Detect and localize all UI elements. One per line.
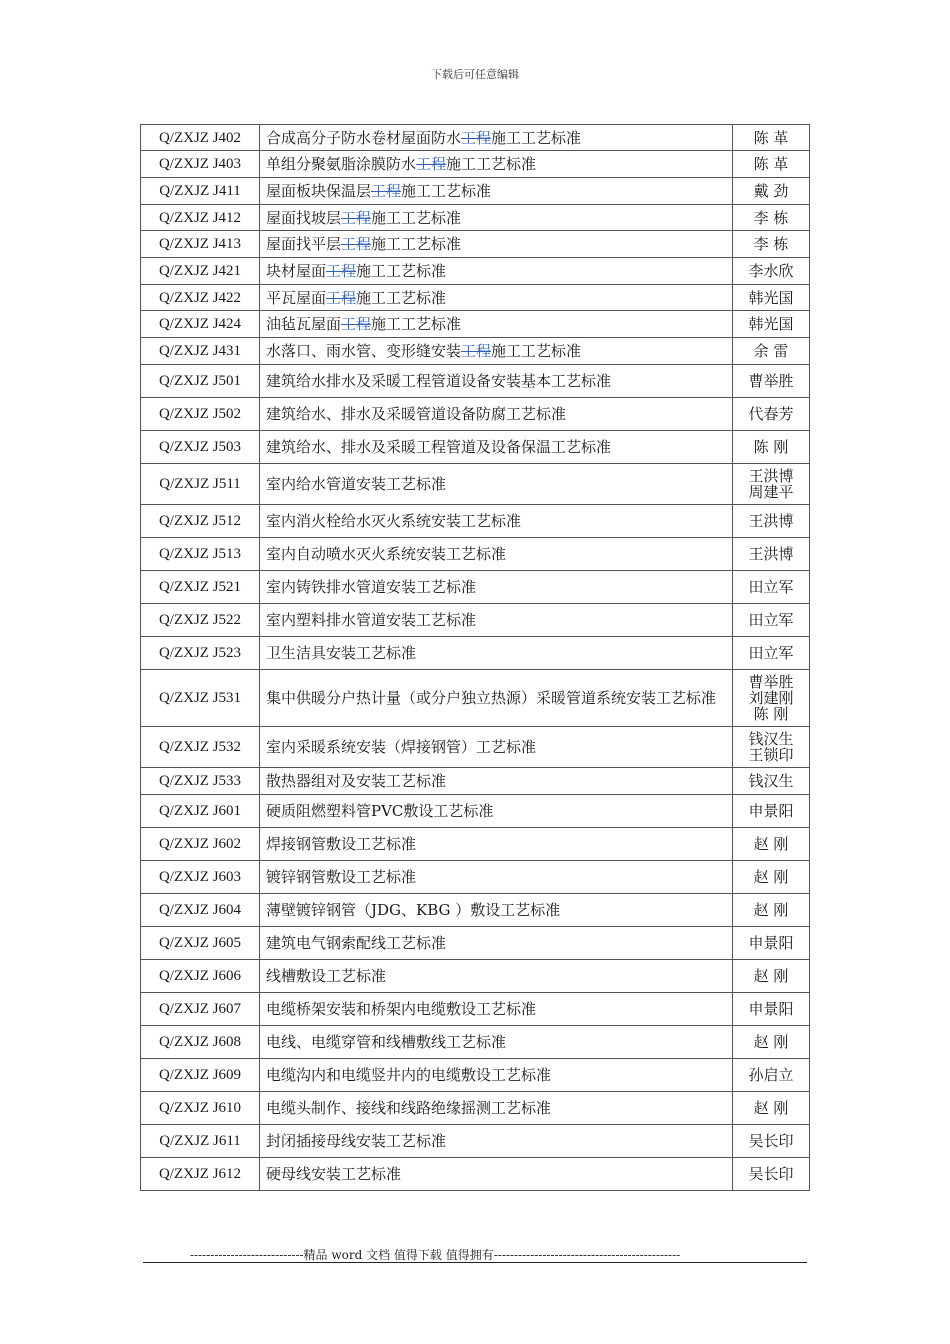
standard-title <box>260 1092 733 1125</box>
table-row <box>141 431 810 464</box>
standard-code: Q/ZXJZ J503 <box>141 431 260 464</box>
author-name: 田立军 <box>748 611 794 629</box>
title-text: 屋面找坡层 <box>266 208 342 227</box>
author-name: 王洪博 <box>748 545 794 563</box>
standard-author <box>733 1092 810 1125</box>
author-name: 陈 革 <box>753 155 789 173</box>
page-header: 下载后可任意编辑 <box>431 68 519 81</box>
standard-title <box>260 398 733 431</box>
standard-title <box>260 894 733 927</box>
author-name: 赵 刚 <box>753 1099 789 1117</box>
title-text: 硬质阻燃塑料管PVC敷设工艺标准 <box>266 802 494 820</box>
title-text-suffix: 施工工艺标准 <box>491 128 582 147</box>
table-row <box>141 205 810 231</box>
standard-title <box>260 571 733 604</box>
standard-code: Q/ZXJZ J611 <box>141 1125 260 1158</box>
title-text: 建筑给水、排水及采暖管道设备防腐工艺标准 <box>266 405 567 423</box>
table-row <box>141 1125 810 1158</box>
standard-author <box>733 727 810 768</box>
title-text: 平瓦屋面 <box>266 288 327 307</box>
standard-code: Q/ZXJZ J522 <box>141 604 260 637</box>
author-name: 戴 劲 <box>753 182 789 200</box>
deleted-text-mark: 工程 <box>341 315 372 333</box>
table-row <box>141 927 810 960</box>
standard-author <box>733 571 810 604</box>
standard-author <box>733 604 810 637</box>
author-name: 陈 刚 <box>753 705 789 723</box>
standard-author <box>733 538 810 571</box>
table-row <box>141 571 810 604</box>
standard-title <box>260 285 733 311</box>
standard-author <box>733 231 810 258</box>
standard-title <box>260 258 733 285</box>
standard-author <box>733 993 810 1026</box>
standard-code: Q/ZXJZ J424 <box>141 311 260 338</box>
title-text: 合成高分子防水卷材屋面防水 <box>266 128 462 147</box>
standard-code: Q/ZXJZ J605 <box>141 927 260 960</box>
author-name: 王锁印 <box>748 746 794 764</box>
standard-author <box>733 795 810 828</box>
standard-author <box>733 1059 810 1092</box>
standard-title <box>260 637 733 670</box>
title-text: 室内消火栓给水灭火系统安装工艺标准 <box>266 512 522 530</box>
title-text: 镀锌钢管敷设工艺标准 <box>266 868 417 886</box>
standard-title <box>260 795 733 828</box>
table-row <box>141 1158 810 1191</box>
title-text: 硬母线安装工艺标准 <box>266 1165 402 1183</box>
author-name: 周建平 <box>748 483 794 501</box>
author-name: 田立军 <box>748 578 794 596</box>
standard-code: Q/ZXJZ J612 <box>141 1158 260 1191</box>
table-row <box>141 338 810 365</box>
standard-code: Q/ZXJZ J602 <box>141 828 260 861</box>
author-name: 李 栋 <box>753 235 789 253</box>
deleted-text-mark: 工程 <box>461 342 492 360</box>
standard-title <box>260 861 733 894</box>
author-name: 申景阳 <box>748 934 794 952</box>
title-text: 焊接钢管敷设工艺标准 <box>266 835 417 853</box>
title-text: 散热器组对及安装工艺标准 <box>266 772 447 790</box>
title-text: 油毡瓦屋面 <box>266 315 342 333</box>
table-row <box>141 311 810 338</box>
title-text-suffix: 施工工艺标准 <box>371 208 462 227</box>
standard-title <box>260 365 733 398</box>
table-row <box>141 670 810 727</box>
standard-title <box>260 338 733 365</box>
table-row <box>141 505 810 538</box>
author-name: 王洪博 <box>748 467 794 485</box>
standard-code: Q/ZXJZ J609 <box>141 1059 260 1092</box>
standard-author <box>733 505 810 538</box>
title-text: 电线、电缆穿管和线槽敷线工艺标准 <box>266 1033 507 1051</box>
standard-code: Q/ZXJZ J501 <box>141 365 260 398</box>
author-name: 曹举胜 <box>748 372 794 390</box>
table-row <box>141 178 810 205</box>
table-row <box>141 365 810 398</box>
author-name: 赵 刚 <box>753 1033 789 1051</box>
author-name: 王洪博 <box>748 512 794 530</box>
title-text: 室内给水管道安装工艺标准 <box>266 475 447 493</box>
table-row <box>141 795 810 828</box>
standard-author <box>733 670 810 727</box>
standard-code: Q/ZXJZ J403 <box>141 151 260 178</box>
deleted-text-mark: 工程 <box>326 288 357 307</box>
author-name: 吴长印 <box>748 1165 794 1183</box>
author-name: 曹举胜 <box>748 673 794 691</box>
standard-title <box>260 828 733 861</box>
author-name: 申景阳 <box>748 1000 794 1018</box>
standard-title <box>260 431 733 464</box>
author-name: 李水欣 <box>748 262 794 280</box>
standard-code: Q/ZXJZ J412 <box>141 205 260 231</box>
standard-author <box>733 338 810 365</box>
standard-author <box>733 365 810 398</box>
title-text: 屋面板块保温层 <box>266 182 372 200</box>
standard-title <box>260 768 733 795</box>
table-row <box>141 1092 810 1125</box>
author-name: 刘建刚 <box>748 689 794 707</box>
standard-code: Q/ZXJZ J511 <box>141 464 260 505</box>
title-text: 封闭插接母线安装工艺标准 <box>266 1132 447 1150</box>
author-name: 孙启立 <box>748 1066 794 1084</box>
standard-author <box>733 1026 810 1059</box>
standard-author <box>733 125 810 151</box>
standard-code: Q/ZXJZ J431 <box>141 338 260 365</box>
standard-title <box>260 538 733 571</box>
standard-title <box>260 505 733 538</box>
standard-code: Q/ZXJZ J604 <box>141 894 260 927</box>
author-name: 陈 革 <box>753 128 789 147</box>
standard-code: Q/ZXJZ J502 <box>141 398 260 431</box>
standard-author <box>733 637 810 670</box>
title-text: 室内塑料排水管道安装工艺标准 <box>266 611 477 629</box>
standard-author <box>733 828 810 861</box>
standard-code: Q/ZXJZ J606 <box>141 960 260 993</box>
table-row <box>141 258 810 285</box>
standard-title <box>260 205 733 231</box>
deleted-text-mark: 工程 <box>461 128 492 147</box>
standard-title <box>260 670 733 727</box>
table-row <box>141 285 810 311</box>
standard-author <box>733 960 810 993</box>
title-text: 电缆沟内和电缆竖井内的电缆敷设工艺标准 <box>266 1066 552 1084</box>
standard-title <box>260 993 733 1026</box>
standard-title <box>260 1026 733 1059</box>
standard-title <box>260 1158 733 1191</box>
author-name: 余 雷 <box>753 342 789 360</box>
title-text: 室内自动喷水灭火系统安装工艺标准 <box>266 545 507 563</box>
standard-code: Q/ZXJZ J413 <box>141 231 260 258</box>
table-row <box>141 993 810 1026</box>
title-text: 线槽敷设工艺标准 <box>266 967 387 985</box>
table-row <box>141 151 810 178</box>
standard-code: Q/ZXJZ J513 <box>141 538 260 571</box>
standard-author <box>733 861 810 894</box>
title-text: 块材屋面 <box>266 262 327 280</box>
standard-title <box>260 151 733 178</box>
standard-code: Q/ZXJZ J521 <box>141 571 260 604</box>
title-text: 薄壁镀锌钢管（JDG、KBG ）敷设工艺标准 <box>266 901 561 919</box>
title-text: 屋面找平层 <box>266 235 342 253</box>
title-text-suffix: 施工工艺标准 <box>401 182 492 200</box>
author-name: 吴长印 <box>748 1132 794 1150</box>
title-text: 电缆头制作、接线和线路绝缘摇测工艺标准 <box>266 1099 552 1117</box>
title-text: 建筑给水、排水及采暖工程管道及设备保温工艺标准 <box>266 438 612 456</box>
title-text-suffix: 施工工艺标准 <box>491 342 582 360</box>
title-text-suffix: 施工工艺标准 <box>371 315 462 333</box>
standard-title <box>260 311 733 338</box>
standard-author <box>733 1158 810 1191</box>
deleted-text-mark: 工程 <box>326 262 357 280</box>
title-text: 水落口、雨水管、变形缝安装 <box>266 342 462 360</box>
author-name: 代春芳 <box>748 405 794 423</box>
standard-title <box>260 927 733 960</box>
standard-author <box>733 205 810 231</box>
author-name: 李 栋 <box>753 208 789 227</box>
standard-code: Q/ZXJZ J402 <box>141 125 260 151</box>
deleted-text-mark: 工程 <box>371 182 402 200</box>
author-name: 赵 刚 <box>753 967 789 985</box>
author-name: 陈 刚 <box>753 438 789 456</box>
standard-author <box>733 464 810 505</box>
standard-author <box>733 894 810 927</box>
table-row <box>141 231 810 258</box>
title-text: 电缆桥架安装和桥架内电缆敷设工艺标准 <box>266 1000 537 1018</box>
title-text: 建筑电气钢索配线工艺标准 <box>266 934 447 952</box>
standard-code: Q/ZXJZ J608 <box>141 1026 260 1059</box>
standard-code: Q/ZXJZ J607 <box>141 993 260 1026</box>
standard-code: Q/ZXJZ J601 <box>141 795 260 828</box>
standard-author <box>733 285 810 311</box>
table-row <box>141 894 810 927</box>
standard-code: Q/ZXJZ J523 <box>141 637 260 670</box>
table-row <box>141 768 810 795</box>
author-name: 韩光国 <box>748 288 794 307</box>
author-name: 申景阳 <box>748 802 794 820</box>
title-text: 室内铸铁排水管道安装工艺标准 <box>266 578 477 596</box>
author-name: 赵 刚 <box>753 835 789 853</box>
standard-author <box>733 311 810 338</box>
deleted-text-mark: 工程 <box>341 208 372 227</box>
standard-title <box>260 231 733 258</box>
author-name: 钱汉生 <box>748 730 794 748</box>
standard-code: Q/ZXJZ J411 <box>141 178 260 205</box>
title-text: 单组分聚氨脂涂膜防水 <box>266 155 417 173</box>
title-text-suffix: 施工工艺标准 <box>371 235 462 253</box>
standard-title <box>260 125 733 151</box>
standard-title <box>260 1059 733 1092</box>
table-row <box>141 861 810 894</box>
author-name: 韩光国 <box>748 315 794 333</box>
table-row <box>141 604 810 637</box>
page-footer: ----------------------------精品 word 文档 值得下载 值得拥有---------------------------------------------- <box>190 1248 681 1262</box>
standard-code: Q/ZXJZ J610 <box>141 1092 260 1125</box>
table-row <box>141 828 810 861</box>
table-row <box>141 960 810 993</box>
table-row <box>141 464 810 505</box>
title-text: 集中供暖分户热计量（或分户独立热源）采暖管道系统安装工艺标准 <box>266 689 717 707</box>
title-text: 建筑给水排水及采暖工程管道设备安装基本工艺标准 <box>266 372 612 390</box>
standard-author <box>733 178 810 205</box>
standard-title <box>260 178 733 205</box>
deleted-text-mark: 工程 <box>416 155 447 173</box>
title-text-suffix: 施工工艺标准 <box>356 288 447 307</box>
table-row <box>141 1026 810 1059</box>
standards-table <box>140 124 810 1191</box>
standard-code: Q/ZXJZ J532 <box>141 727 260 768</box>
title-text: 室内采暖系统安装（焊接钢管）工艺标准 <box>266 738 537 756</box>
author-name: 钱汉生 <box>748 772 794 790</box>
deleted-text-mark: 工程 <box>341 235 372 253</box>
standard-author <box>733 431 810 464</box>
title-text-suffix: 施工工艺标准 <box>356 262 447 280</box>
footer-rule <box>143 1262 807 1263</box>
standard-code: Q/ZXJZ J422 <box>141 285 260 311</box>
table-row <box>141 637 810 670</box>
standard-code: Q/ZXJZ J531 <box>141 670 260 727</box>
title-text-suffix: 施工工艺标准 <box>446 155 537 173</box>
standard-author <box>733 151 810 178</box>
standard-author <box>733 927 810 960</box>
standard-title <box>260 604 733 637</box>
standard-title <box>260 727 733 768</box>
author-name: 田立军 <box>748 644 794 662</box>
standard-author <box>733 258 810 285</box>
standard-author <box>733 1125 810 1158</box>
standard-author <box>733 398 810 431</box>
table-row <box>141 538 810 571</box>
standard-code: Q/ZXJZ J603 <box>141 861 260 894</box>
table-row <box>141 1059 810 1092</box>
standard-code: Q/ZXJZ J512 <box>141 505 260 538</box>
table-row <box>141 727 810 768</box>
standard-title <box>260 960 733 993</box>
standard-code: Q/ZXJZ J533 <box>141 768 260 795</box>
table-row <box>141 398 810 431</box>
author-name: 赵 刚 <box>753 901 789 919</box>
author-name: 赵 刚 <box>753 868 789 886</box>
standard-title <box>260 1125 733 1158</box>
table-row <box>141 125 810 151</box>
title-text: 卫生洁具安装工艺标准 <box>266 644 417 662</box>
standard-title <box>260 464 733 505</box>
standard-code: Q/ZXJZ J421 <box>141 258 260 285</box>
standard-author <box>733 768 810 795</box>
standards-table-body <box>141 125 810 1191</box>
